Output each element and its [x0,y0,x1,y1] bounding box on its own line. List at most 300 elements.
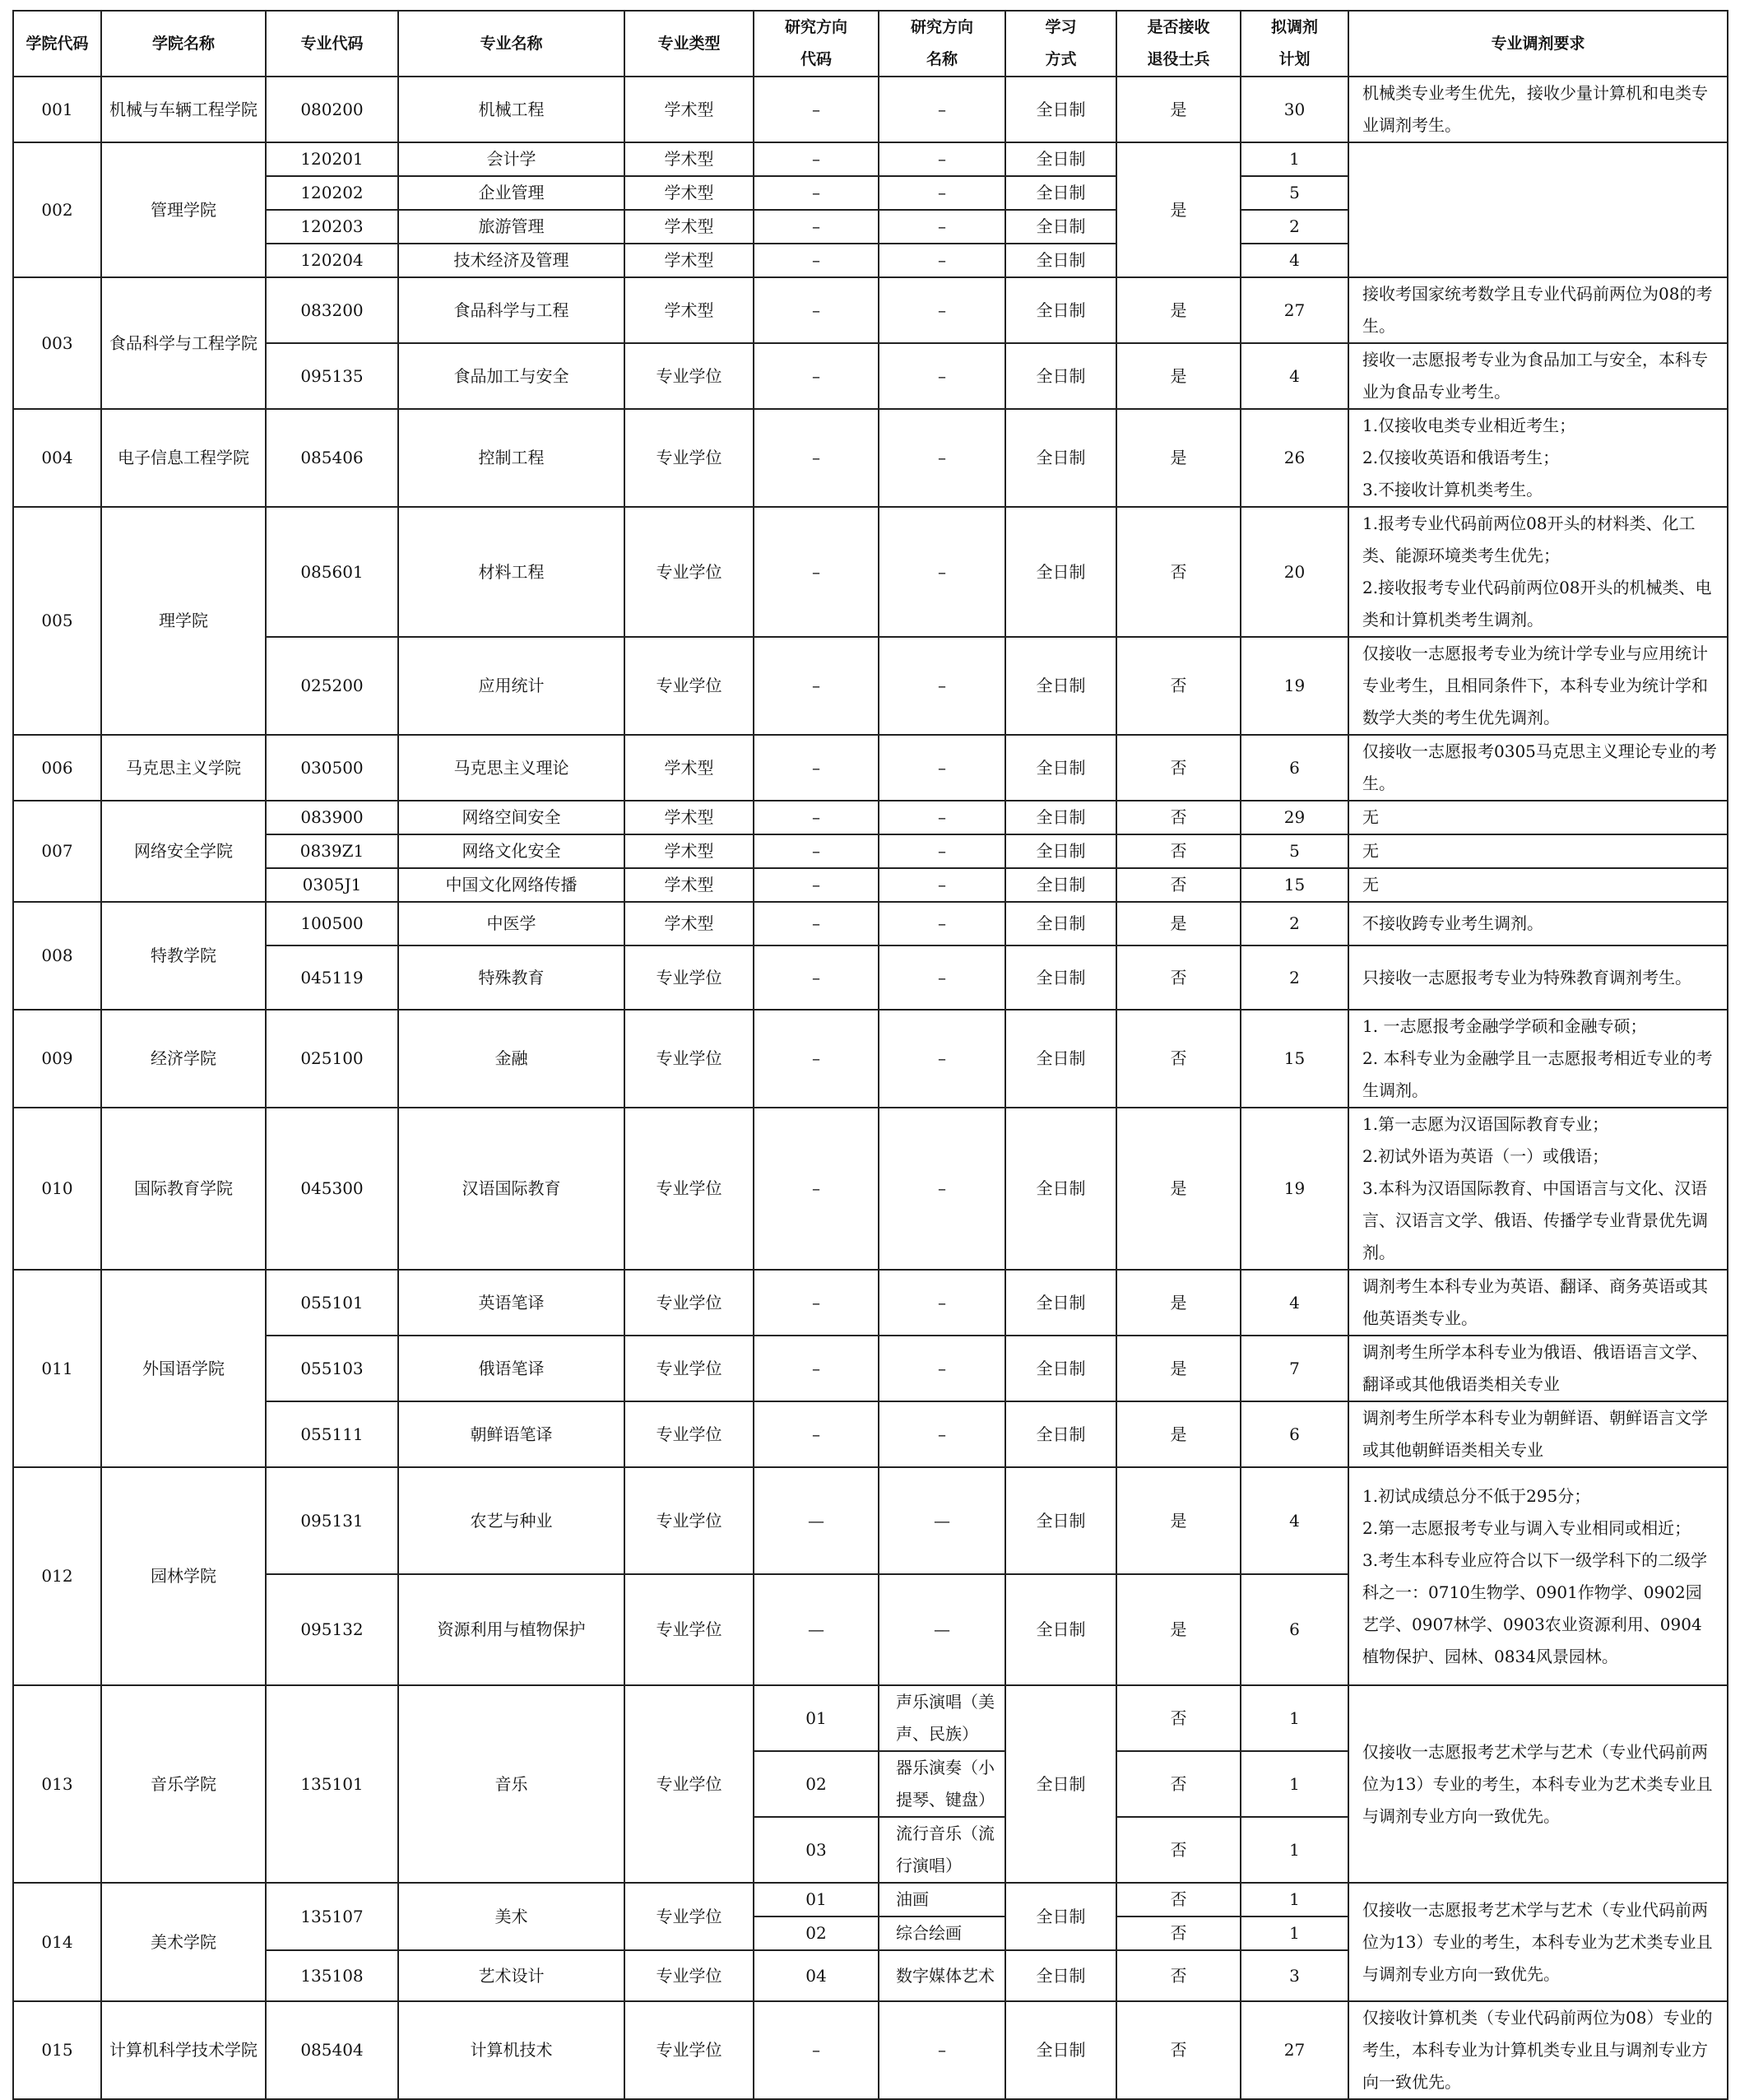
table-cell: 仅接收一志愿报考专业为统计学专业与应用统计专业考生，且相同条件下，本科专业为统计学和数学大类的考生优先调剂。 [1348,637,1728,735]
table-cell: 6 [1241,1401,1348,1467]
table-cell: — [754,1467,879,1574]
table-cell: 是 [1116,1336,1241,1401]
table-cell: 专业学位 [624,409,754,507]
header-plan-count: 拟调剂 计划 [1241,11,1348,77]
table-cell: 1. 一志愿报考金融学学硕和金融专硕； 2. 本科专业为金融学且一志愿报考相近专业的考生调剂。 [1348,1010,1728,1108]
table-cell: 否 [1116,801,1241,834]
table-row [13,834,1728,868]
table-cell: 应用统计 [398,637,624,735]
table-cell: – [754,77,879,142]
table-cell: 是 [1116,1108,1241,1270]
table-cell: 学术型 [624,176,754,210]
table-cell: 学术型 [624,210,754,244]
table-cell: – [879,210,1005,244]
table-cell: 特殊教育 [398,945,624,1010]
header-direction-code: 研究方向 代码 [754,11,879,77]
table-cell: – [879,1010,1005,1108]
table-cell: 0305J1 [266,868,398,902]
table-cell: 是 [1116,1270,1241,1336]
table-cell: 2 [1241,945,1348,1010]
table-cell: 英语笔译 [398,1270,624,1336]
table-cell: 外国语学院 [101,1270,266,1467]
table-cell: 是 [1116,1467,1241,1574]
table-cell: 无 [1348,868,1728,902]
table-row [13,77,1728,142]
table-cell: 1 [1241,1916,1348,1950]
table-cell: 汉语国际教育 [398,1108,624,1270]
table-cell: – [879,1401,1005,1467]
table-cell: 全日制 [1005,1401,1116,1467]
table-cell: 无 [1348,834,1728,868]
table-cell: 04 [754,1950,879,2001]
table-cell: – [754,244,879,277]
table-cell: 055111 [266,1401,398,1467]
table-cell: 否 [1116,1751,1241,1817]
table-cell: 美术 [398,1883,624,1950]
table-cell: 艺术设计 [398,1950,624,2001]
table-cell: 数字媒体艺术 [879,1950,1005,2001]
table-cell: 是 [1116,277,1241,343]
table-cell: 美术学院 [101,1883,266,2001]
table-cell: 全日制 [1005,1108,1116,1270]
table-cell: – [754,1010,879,1108]
table-cell: 080200 [266,77,398,142]
table-cell: 是 [1116,1574,1241,1685]
table-cell: 085601 [266,507,398,637]
table-cell: 电子信息工程学院 [101,409,266,507]
table-cell: 全日制 [1005,801,1116,834]
table-cell: 理学院 [101,507,266,735]
table-cell: 095132 [266,1574,398,1685]
table-cell: 专业学位 [624,2001,754,2099]
header-requirements: 专业调剂要求 [1348,11,1728,77]
table-cell: 0839Z1 [266,834,398,868]
table-cell: 全日制 [1005,735,1116,801]
table-cell: 全日制 [1005,1950,1116,2001]
header-row [13,11,1728,77]
table-cell: 045119 [266,945,398,1010]
header-veteran: 是否接收 退役士兵 [1116,11,1241,77]
header-major-type: 专业类型 [624,11,754,77]
table-cell: 专业学位 [624,1950,754,2001]
table-cell: 5 [1241,176,1348,210]
table-cell: 园林学院 [101,1467,266,1685]
table-row [13,1883,1728,1916]
table-cell: 食品科学与工程 [398,277,624,343]
table-cell: 专业学位 [624,945,754,1010]
table-cell: 083900 [266,801,398,834]
table-cell: 朝鲜语笔译 [398,1401,624,1467]
table-cell: 120202 [266,176,398,210]
table-cell: 005 [13,507,101,735]
table-cell: — [754,1574,879,1685]
table-cell: 否 [1116,735,1241,801]
table-cell: 15 [1241,868,1348,902]
table-cell: – [879,2001,1005,2099]
table-cell: 006 [13,735,101,801]
table-cell: – [879,1270,1005,1336]
table-cell: 135101 [266,1685,398,1883]
table-cell: – [754,210,879,244]
table-cell: – [879,1336,1005,1401]
table-cell: 4 [1241,1467,1348,1574]
table-cell: 否 [1116,945,1241,1010]
table-cell: 机械与车辆工程学院 [101,77,266,142]
table-cell: 是 [1116,142,1241,277]
table-cell: 27 [1241,277,1348,343]
table-cell: 全日制 [1005,277,1116,343]
table-cell: 全日制 [1005,868,1116,902]
table-cell: 013 [13,1685,101,1883]
table-cell: – [754,1401,879,1467]
table-cell: 是 [1116,77,1241,142]
table-cell: 仅接收一志愿报考艺术学与艺术（专业代码前两位为13）专业的考生，本科专业为艺术类专业且与调剂专业方向一致优先。 [1348,1883,1728,2001]
table-row [13,507,1728,637]
table-cell: 全日制 [1005,409,1116,507]
table-cell: 011 [13,1270,101,1467]
table-cell: 03 [754,1817,879,1883]
table-cell: 仅接收一志愿报考0305马克思主义理论专业的考生。 [1348,735,1728,801]
table-cell: 学术型 [624,277,754,343]
table-cell: 中国文化网络传播 [398,868,624,902]
table-cell: 全日制 [1005,902,1116,945]
table-row [13,637,1728,735]
table-cell: 全日制 [1005,1010,1116,1108]
table-cell: 2 [1241,210,1348,244]
table-cell: — [879,1467,1005,1574]
table-cell: 135108 [266,1950,398,2001]
table-cell: – [754,1336,879,1401]
table-cell: 否 [1116,1916,1241,1950]
table-cell: 085406 [266,409,398,507]
table-cell: 专业学位 [624,343,754,409]
table-cell: 29 [1241,801,1348,834]
table-cell: 01 [754,1685,879,1751]
table-cell [1348,142,1728,277]
adjustment-plan-table [12,10,1728,2100]
table-cell: 4 [1241,1270,1348,1336]
table-cell: 中医学 [398,902,624,945]
table-cell: 全日制 [1005,244,1116,277]
table-cell: – [754,2001,879,2099]
table-cell: 计算机科学技术学院 [101,2001,266,2099]
table-cell: – [754,277,879,343]
table-cell: 全日制 [1005,945,1116,1010]
table-cell: – [754,507,879,637]
table-cell: 008 [13,902,101,1010]
table-cell: 仅接收计算机类（专业代码前两位为08）专业的考生，本科专业为计算机类专业且与调剂专业方向一致优先。 [1348,2001,1728,2099]
table-cell: – [879,1108,1005,1270]
table-cell: 全日制 [1005,210,1116,244]
table-cell: – [754,868,879,902]
table-row [13,801,1728,834]
table-cell: 025200 [266,637,398,735]
table-cell: – [754,176,879,210]
table-cell: 001 [13,77,101,142]
table-cell: 管理学院 [101,142,266,277]
table-cell: 特教学院 [101,902,266,1010]
table-cell: – [879,735,1005,801]
table-cell: 3 [1241,1950,1348,2001]
table-cell: 学术型 [624,868,754,902]
table-row [13,277,1728,343]
table-row [13,1401,1728,1467]
table-cell: 专业学位 [624,1401,754,1467]
table-cell: 专业学位 [624,1270,754,1336]
table-row [13,1108,1728,1270]
table-cell: 否 [1116,1010,1241,1108]
table-cell: 120204 [266,244,398,277]
table-row [13,868,1728,902]
table-cell: 网络安全学院 [101,801,266,902]
table-cell: 全日制 [1005,507,1116,637]
table-row [13,1685,1728,1751]
table-cell: 企业管理 [398,176,624,210]
table-cell: 1 [1241,1817,1348,1883]
table-cell: – [754,834,879,868]
table-cell: – [754,637,879,735]
table-cell: 经济学院 [101,1010,266,1108]
table-cell: 全日制 [1005,1574,1116,1685]
table-cell: 网络文化安全 [398,834,624,868]
table-cell: 金融 [398,1010,624,1108]
table-cell: 计算机技术 [398,2001,624,2099]
table-cell: 02 [754,1916,879,1950]
table-cell: 095131 [266,1467,398,1574]
table-cell: 003 [13,277,101,409]
table-cell: – [754,735,879,801]
table-cell: 1.仅接收电类专业相近考生； 2.仅接收英语和俄语考生； 3.不接收计算机类考生。 [1348,409,1728,507]
table-cell: 接收考国家统考数学且专业代码前两位为08的考生。 [1348,277,1728,343]
table-cell: 食品科学与工程学院 [101,277,266,409]
table-cell: 不接收跨专业考生调剂。 [1348,902,1728,945]
table-cell: 否 [1116,2001,1241,2099]
table-cell: 025100 [266,1010,398,1108]
table-cell: 国际教育学院 [101,1108,266,1270]
table-cell: – [754,945,879,1010]
table-cell: 学术型 [624,77,754,142]
table-cell: 只接收一志愿报考专业为特殊教育调剂考生。 [1348,945,1728,1010]
table-cell: 1.初试成绩总分不低于295分； 2.第一志愿报考专业与调入专业相同或相近； 3.考生本科专业应符合以下一级学科下的二级学科之一：0710生物学、0901作物学、0902园艺学、0907林学、0903农业资源利用、0904植物保护、园林、0834风景园林。 [1348,1467,1728,1685]
table-cell: – [879,343,1005,409]
table-row [13,945,1728,1010]
table-cell: 014 [13,1883,101,2001]
table-cell: 20 [1241,507,1348,637]
table-cell: 全日制 [1005,1467,1116,1574]
table-cell: 030500 [266,735,398,801]
table-cell: – [879,277,1005,343]
table-cell: 油画 [879,1883,1005,1916]
table-cell: 马克思主义学院 [101,735,266,801]
table-cell: 专业学位 [624,1108,754,1270]
table-cell: 19 [1241,1108,1348,1270]
table-cell: 1 [1241,1685,1348,1751]
table-cell: 马克思主义理论 [398,735,624,801]
table-cell: – [754,1108,879,1270]
table-cell: 接收一志愿报考专业为食品加工与安全，本科专业为食品专业考生。 [1348,343,1728,409]
table-cell: 专业学位 [624,1010,754,1108]
table-cell: 是 [1116,409,1241,507]
table-cell: 否 [1116,1883,1241,1916]
table-cell: – [879,507,1005,637]
table-cell: 1.第一志愿为汉语国际教育专业； 2.初试外语为英语（一）或俄语； 3.本科为汉语国际教育、中国语言与文化、汉语言、汉语言文学、俄语、传播学专业背景优先调剂。 [1348,1108,1728,1270]
table-cell: – [754,142,879,176]
table-row [13,1270,1728,1336]
table-cell: – [879,902,1005,945]
table-cell: 1 [1241,1751,1348,1817]
table-cell: 全日制 [1005,2001,1116,2099]
table-cell: 否 [1116,1817,1241,1883]
table-cell: 全日制 [1005,637,1116,735]
table-cell: – [879,801,1005,834]
table-cell: 否 [1116,868,1241,902]
header-direction-name: 研究方向 名称 [879,11,1005,77]
table-cell: 全日制 [1005,1883,1116,1950]
table-cell: 无 [1348,801,1728,834]
table-row [13,343,1728,409]
table-cell: 010 [13,1108,101,1270]
table-row [13,1010,1728,1108]
table-cell: 120201 [266,142,398,176]
table-cell: – [754,409,879,507]
table-cell: – [754,343,879,409]
table-cell: 全日制 [1005,142,1116,176]
table-cell: 009 [13,1010,101,1108]
table-cell: – [754,801,879,834]
table-row [13,142,1728,176]
table-cell: 专业学位 [624,1883,754,1950]
table-cell: 5 [1241,834,1348,868]
table-cell: 012 [13,1467,101,1685]
table-cell: 120203 [266,210,398,244]
table-cell: 学术型 [624,902,754,945]
table-cell: 仅接收一志愿报考艺术学与艺术（专业代码前两位为13）专业的考生，本科专业为艺术类专业且与调剂专业方向一致优先。 [1348,1685,1728,1883]
table-cell: 调剂考生本科专业为英语、翻译、商务英语或其他英语类专业。 [1348,1270,1728,1336]
table-cell: 学术型 [624,244,754,277]
table-cell: 02 [754,1751,879,1817]
table-cell: – [879,868,1005,902]
table-row [13,1467,1728,1574]
table-cell: 资源利用与植物保护 [398,1574,624,1685]
table-cell: 27 [1241,2001,1348,2099]
table-cell: 学术型 [624,834,754,868]
table-cell: 4 [1241,244,1348,277]
table-cell: 控制工程 [398,409,624,507]
table-cell: 机械工程 [398,77,624,142]
table-cell: – [879,77,1005,142]
table-cell: 全日制 [1005,1336,1116,1401]
table-cell: 机械类专业考生优先，接收少量计算机和电类专业调剂考生。 [1348,77,1728,142]
table-cell: 007 [13,801,101,902]
table-cell: 音乐学院 [101,1685,266,1883]
table-cell: – [879,834,1005,868]
table-cell: – [754,902,879,945]
header-study-mode: 学习 方式 [1005,11,1116,77]
table-cell: 材料工程 [398,507,624,637]
table-cell: 专业学位 [624,507,754,637]
header-college-code: 学院代码 [13,11,101,77]
table-cell: 1.报考专业代码前两位08开头的材料类、化工类、能源环境类考生优先； 2.接收报考专业代码前两位08开头的机械类、电类和计算机类考生调剂。 [1348,507,1728,637]
table-cell: 是 [1116,343,1241,409]
table-cell: 专业学位 [624,1336,754,1401]
table-cell: 专业学位 [624,1574,754,1685]
table-cell: 否 [1116,637,1241,735]
table-cell: 100500 [266,902,398,945]
table-cell: 俄语笔译 [398,1336,624,1401]
table-cell: 083200 [266,277,398,343]
table-cell: 015 [13,2001,101,2099]
table-cell: 6 [1241,1574,1348,1685]
table-cell: 专业学位 [624,1467,754,1574]
table-cell: 否 [1116,1685,1241,1751]
table-cell: 1 [1241,1883,1348,1916]
table-cell: 技术经济及管理 [398,244,624,277]
table-cell: 学术型 [624,801,754,834]
table-cell: 否 [1116,507,1241,637]
table-cell: 全日制 [1005,77,1116,142]
table-cell: 全日制 [1005,343,1116,409]
table-cell: – [879,409,1005,507]
table-cell: 7 [1241,1336,1348,1401]
table-row [13,409,1728,507]
table-row [13,1336,1728,1401]
table-cell: 调剂考生所学本科专业为俄语、俄语语言文学、翻译或其他俄语类相关专业 [1348,1336,1728,1401]
table-row [13,735,1728,801]
table-cell: 会计学 [398,142,624,176]
table-body [13,77,1728,2099]
table-cell: 否 [1116,1950,1241,2001]
table-cell: 045300 [266,1108,398,1270]
table-cell: 4 [1241,343,1348,409]
table-cell: 1 [1241,142,1348,176]
table-cell: 055103 [266,1336,398,1401]
adjustment-plan-sheet [12,10,1728,2100]
table-cell: – [754,1270,879,1336]
table-cell: 是 [1116,1401,1241,1467]
table-cell: 15 [1241,1010,1348,1108]
table-cell: 085404 [266,2001,398,2099]
table-cell: 002 [13,142,101,277]
table-cell: – [879,142,1005,176]
table-cell: — [879,1574,1005,1685]
table-cell: 19 [1241,637,1348,735]
table-cell: 专业学位 [624,637,754,735]
header-college-name: 学院名称 [101,11,266,77]
table-cell: 095135 [266,343,398,409]
table-cell: 专业学位 [624,1685,754,1883]
table-cell: 全日制 [1005,1685,1116,1883]
table-cell: 全日制 [1005,176,1116,210]
table-row [13,2001,1728,2099]
table-cell: 2 [1241,902,1348,945]
table-cell: 学术型 [624,142,754,176]
table-cell: 器乐演奏（小提琴、键盘） [879,1751,1005,1817]
table-cell: 01 [754,1883,879,1916]
table-row [13,902,1728,945]
table-cell: 是 [1116,902,1241,945]
table-cell: 6 [1241,735,1348,801]
table-cell: 全日制 [1005,1270,1116,1336]
table-cell: – [879,945,1005,1010]
table-cell: – [879,637,1005,735]
table-cell: 声乐演唱（美声、民族） [879,1685,1005,1751]
table-cell: 流行音乐（流行演唱） [879,1817,1005,1883]
table-cell: 综合绘画 [879,1916,1005,1950]
table-cell: – [879,244,1005,277]
table-cell: 全日制 [1005,834,1116,868]
header-major-name: 专业名称 [398,11,624,77]
table-cell: 否 [1116,834,1241,868]
